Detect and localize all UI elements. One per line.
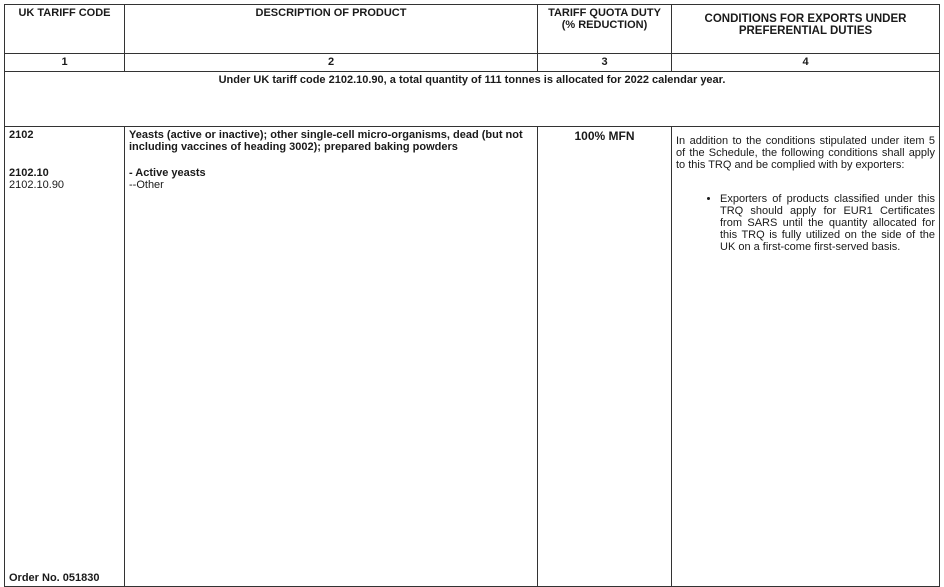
- line-description: --Other: [129, 179, 164, 191]
- column-number-1: 1: [5, 54, 125, 72]
- conditions-cell: [672, 127, 940, 587]
- column-number-row: [5, 54, 940, 72]
- subheading-description: - Active yeasts: [129, 167, 206, 179]
- tariff-quota-table: [4, 4, 940, 587]
- heading-description: Yeasts (active or inactive); other single-cell micro-organisms, dead (but not including vaccines of heading 3002); prepared baking powders: [129, 129, 523, 153]
- conditions-bullet: • Exporters of products classified under this TRQ should apply for EUR1 Certificates from SARS until the quantity allocated for this TRQ is fully utilized on the side of the UK on a first-come first-served basis.: [720, 193, 935, 253]
- subheading-code: 2102.10: [9, 167, 49, 179]
- header-tariff-quota-duty: TARIFF QUOTA DUTY (% REDUCTION): [538, 5, 672, 54]
- description-cell: [125, 127, 538, 587]
- tariff-line-row: [5, 127, 940, 587]
- heading-code: 2102: [9, 129, 34, 141]
- header-description: DESCRIPTION OF PRODUCT: [125, 5, 538, 54]
- allocation-note-row: [5, 72, 940, 127]
- column-number-4: 4: [672, 54, 940, 72]
- conditions-list: [676, 193, 935, 253]
- conditions-intro: In addition to the conditions stipulated under item 5 of the Schedule, the following conditions shall apply to this TRQ and be complied with by exporters:: [676, 135, 935, 171]
- line-code: 2102.10.90: [9, 179, 65, 191]
- header-conditions: CONDITIONS FOR EXPORTS UNDER PREFERENTIAL DUTIES: [672, 5, 940, 54]
- order-number: Order No. 051830: [9, 572, 100, 584]
- header-row: [5, 5, 940, 54]
- column-number-3: 3: [538, 54, 672, 72]
- tariff-code-cell: [5, 127, 125, 587]
- duty-value: 100% MFN: [574, 129, 635, 143]
- header-uk-tariff-code: UK TARIFF CODE: [5, 5, 125, 54]
- allocation-note: Under UK tariff code 2102.10.90, a total quantity of 111 tonnes is allocated for 2022 calendar year.: [5, 72, 940, 127]
- column-number-2: 2: [125, 54, 538, 72]
- duty-cell: [538, 127, 672, 587]
